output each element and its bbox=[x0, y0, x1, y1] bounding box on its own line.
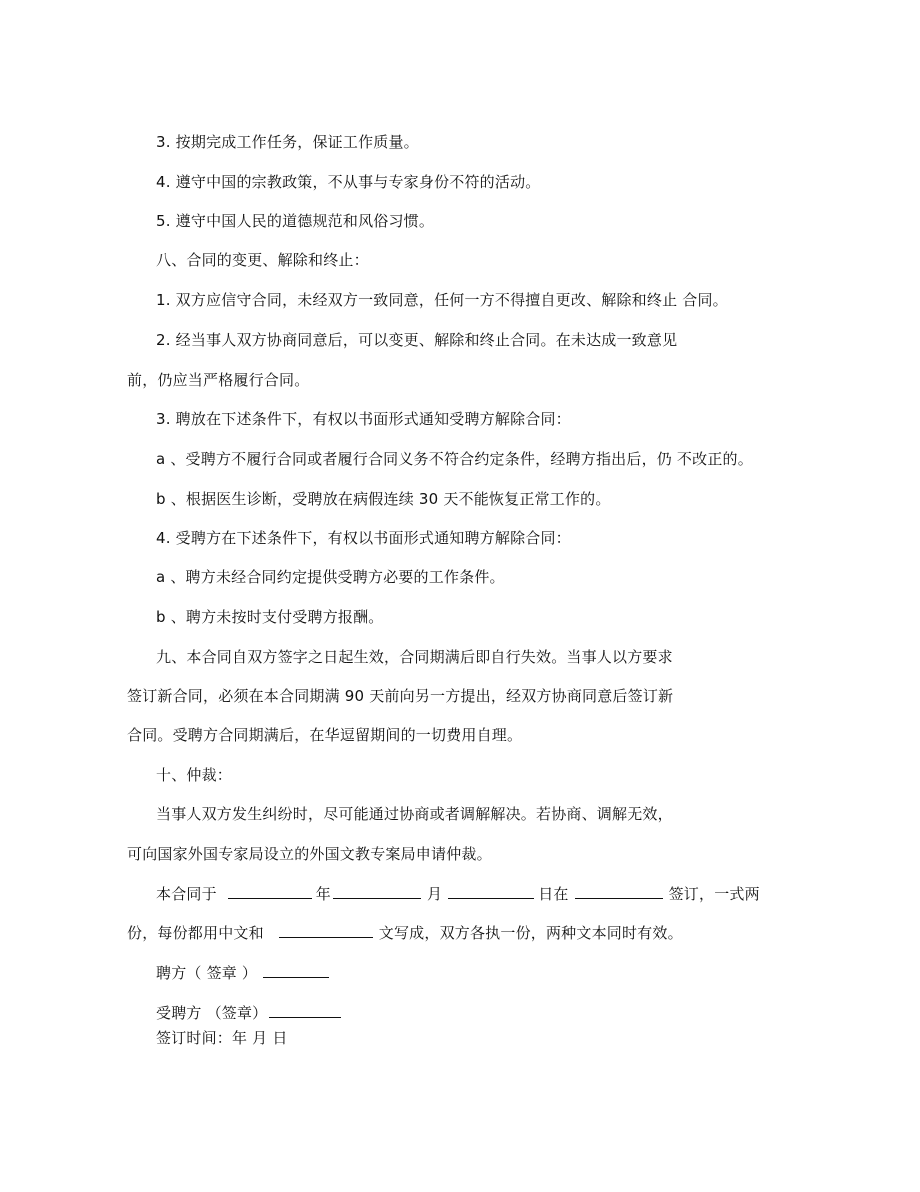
employee-signature-blank bbox=[269, 1002, 341, 1018]
section-heading: 十、仲裁： bbox=[156, 766, 233, 784]
clause-line: 1. 双方应信守合同，未经双方一致同意，任何一方不得擅自更改、解除和终止 合同。 bbox=[156, 291, 728, 309]
clause-line: a 、受聘方不履行合同或者履行合同义务不符合约定条件，经聘方指出后，仍 不改正的。 bbox=[156, 450, 753, 468]
date-prefix: 本合同于 bbox=[156, 885, 217, 903]
employer-signature-label: 聘方（ 签章 ） bbox=[156, 964, 258, 982]
employer-signature bbox=[156, 962, 329, 983]
place-blank bbox=[575, 883, 663, 899]
employee-signature bbox=[156, 1002, 341, 1023]
clause-line: 2. 经当事人双方协商同意后，可以变更、解除和终止合同。在未达成一致意见 bbox=[156, 331, 678, 349]
clause-line: 4. 受聘方在下述条件下，有权以书面形式通知聘方解除合同： bbox=[156, 529, 571, 547]
employee-signature-label: 受聘方 （签章） bbox=[156, 1004, 268, 1022]
copies-prefix: 份，每份都用中文和 bbox=[127, 924, 264, 942]
day-blank bbox=[448, 883, 534, 899]
clause-line: b 、根据医生诊断，受聘放在病假连续 30 天不能恢复正常工作的。 bbox=[156, 490, 611, 508]
signed-copies-text: 签订，一式两 bbox=[668, 885, 760, 903]
clause-line: b 、聘方未按时支付受聘方报酬。 bbox=[156, 608, 384, 626]
section-heading: 八、合同的变更、解除和终止： bbox=[156, 251, 369, 269]
contract-date-line bbox=[156, 883, 760, 904]
clause-line: 3. 按期完成工作任务，保证工作质量。 bbox=[156, 133, 419, 151]
clause-line: 3. 聘放在下述条件下，有权以书面形式通知受聘方解除合同： bbox=[156, 410, 571, 428]
clause-line: 签订新合同，必须在本合同期满 90 天前向另一方提出，经双方协商同意后签订新 bbox=[127, 687, 674, 705]
copies-suffix: 文写成，双方各执一份，两种文本同时有效。 bbox=[378, 924, 683, 942]
clause-line: 4. 遵守中国的宗教政策，不从事与专家身份不符的活动。 bbox=[156, 173, 541, 191]
month-blank bbox=[333, 883, 421, 899]
clause-line: 5. 遵守中国人民的道德规范和风俗习惯。 bbox=[156, 212, 435, 230]
month-label: 月 bbox=[426, 885, 443, 903]
clause-line: 当事人双方发生纠纷时，尽可能通过协商或者调解解决。若协商、调解无效， bbox=[156, 805, 673, 823]
language-blank bbox=[279, 922, 373, 938]
employer-signature-blank bbox=[263, 962, 329, 978]
sign-time: 签订时间：年 月 日 bbox=[156, 1029, 288, 1047]
year-blank bbox=[228, 883, 312, 899]
clause-line: 合同。受聘方合同期满后，在华逗留期间的一切费用自理。 bbox=[127, 726, 523, 744]
day-place-label: 日在 bbox=[538, 885, 569, 903]
clause-line: a 、聘方未经合同约定提供受聘方必要的工作条件。 bbox=[156, 568, 505, 586]
section-heading: 九、本合同自双方签字之日起生效，合同期满后即自行失效。当事人以方要求 bbox=[156, 648, 673, 666]
copies-line bbox=[127, 922, 683, 943]
clause-line: 前，仍应当严格履行合同。 bbox=[127, 371, 310, 389]
year-label: 年 bbox=[315, 885, 331, 903]
clause-line: 可向国家外国专家局设立的外国文教专案局申请仲裁。 bbox=[127, 845, 492, 863]
